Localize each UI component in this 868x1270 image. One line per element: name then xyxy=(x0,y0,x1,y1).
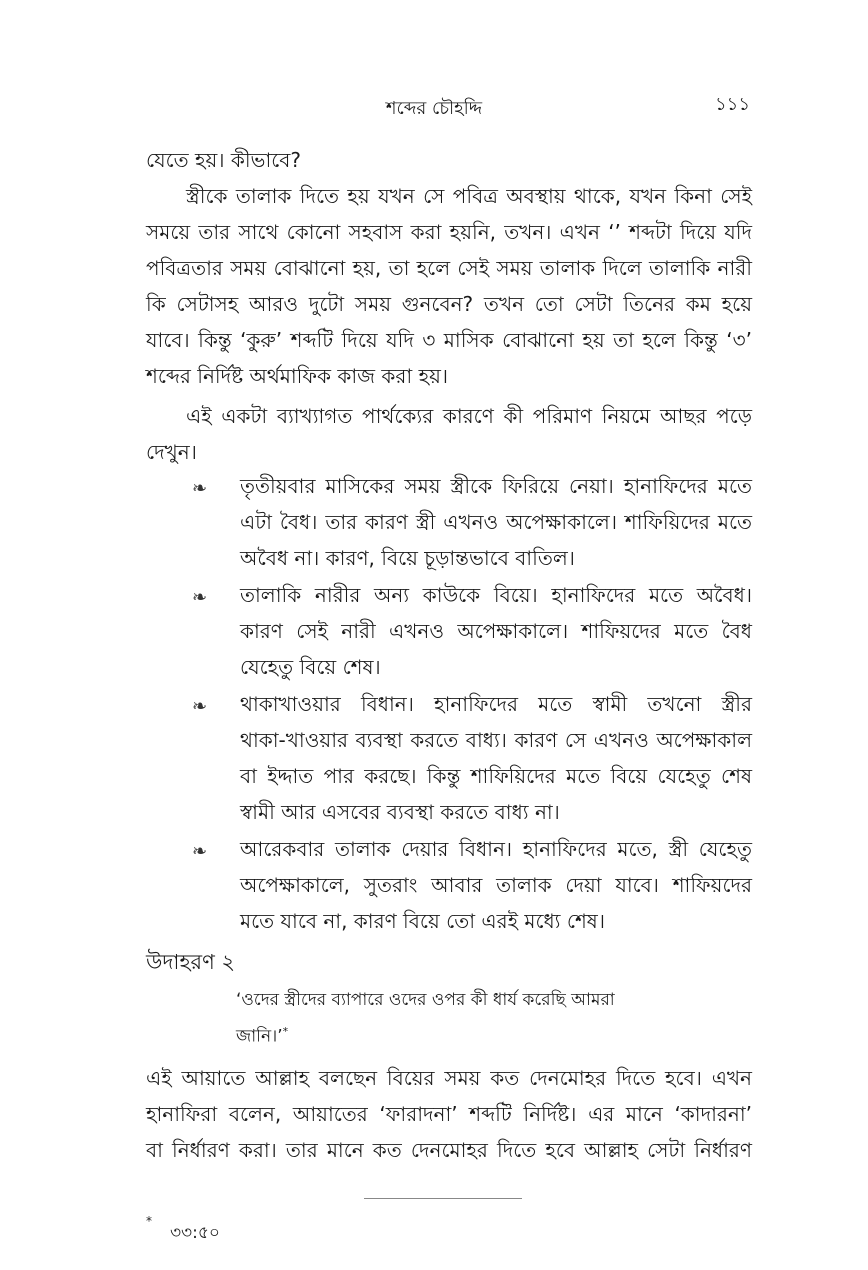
bullet-line: এটা বৈধ। তার কারণ স্ত্রী এখনও অপেক্ষাকালে। শাফিয়িদের মতে xyxy=(240,510,752,534)
footnote-ref[interactable]: * xyxy=(282,1025,289,1038)
quote-line xyxy=(236,1017,288,1052)
bullet-line: তালাকি নারীর অন্য কাউকে বিয়ে। হানাফিদের মতে অবৈধ। xyxy=(240,583,752,607)
bullet-line: অপেক্ষাকালে, সুতরাং আবার তালাক দেয়া যাবে। শাফিয়দের xyxy=(240,873,752,897)
fleuron-bullet-icon: ❧ xyxy=(192,478,208,499)
quote-line: ‘ওদের স্ত্রীদের ব্যাপারে ওদের ওপর কী ধার্য করেছি আমরা xyxy=(236,990,615,1010)
bullet-line: আরেকবার তালাক দেয়ার বিধান। হানাফিদের মতে, স্ত্রী যেহেতু xyxy=(240,837,752,861)
bullet-line: মতে যাবে না, কারণ বিয়ে তো এরই মধ্যে শেষ। xyxy=(240,909,605,933)
body-line: বা নির্ধারণ করা। তার মানে কত দেনমোহর দিতে হবে আল্লাহ সেটা নির্ধারণ xyxy=(146,1138,752,1162)
body-line: পবিত্রতার সময় বোঝানো হয়, তা হলে সেই সময় তালাক দিলে তালাকি নারী xyxy=(146,256,752,280)
bullet-line: তৃতীয়বার মাসিকের সময় স্ত্রীকে ফিরিয়ে নেয়া। হানাফিদের মতে xyxy=(240,474,752,498)
bullet-line: যেহেতু বিয়ে শেষ। xyxy=(240,655,381,679)
body-line: কি সেটাসহ আরও দুটো সময় গুনবেন? তখন তো সেটা তিনের কম হয়ে xyxy=(146,292,752,316)
footnote-text: ৩৩:৫০ xyxy=(170,1223,220,1243)
fleuron-bullet-icon: ❧ xyxy=(192,696,208,717)
bullet-line: স্বামী আর এসবের ব্যবস্থা করতে বাধ্য না। xyxy=(240,800,560,824)
body-line: স্ত্রীকে তালাক দিতে হয় যখন সে পবিত্র অবস্থায় থাকে, যখন কিনা সেই xyxy=(186,184,752,208)
body-line: এই আয়াতে আল্লাহ বলছেন বিয়ের সময় কত দেনমোহর দিতে হবে। এখন xyxy=(146,1066,752,1090)
bullet-line: থাকা-খাওয়ার ব্যবস্থা করতে বাধ্য। কারণ সে এখনও অপেক্ষাকাল xyxy=(240,728,752,752)
fleuron-bullet-icon: ❧ xyxy=(192,841,208,862)
section-heading: উদাহরণ ২ xyxy=(146,950,236,974)
footnote-mark: * xyxy=(146,1214,152,1228)
body-line: যেতে হয়। কীভাবে? xyxy=(146,148,302,172)
body-line: এই একটা ব্যাখ্যাগত পার্থক্যের কারণে কী পরিমাণ নিয়মে আছর পড়ে xyxy=(186,404,752,428)
footnote-divider xyxy=(364,1198,522,1199)
quote-line-text: জানি।’ xyxy=(236,1026,283,1047)
bullet-line: থাকাখাওয়ার বিধান। হানাফিদের মতে স্বামী তখনো স্ত্রীর xyxy=(240,692,752,716)
bullet-line: অবৈধ না। কারণ, বিয়ে চূড়ান্তভাবে বাতিল। xyxy=(240,546,575,570)
body-line: সময়ে তার সাথে কোনো সহবাস করা হয়নি, তখন। এখন ‘’ শব্দটা দিয়ে যদি xyxy=(146,220,752,244)
body-line: দেখুন। xyxy=(146,440,197,464)
bullet-line: বা ইদ্দাত পার করছে। কিন্তু শাফিয়িদের মতে বিয়ে যেহেতু শেষ xyxy=(240,764,752,788)
page-number: ১১১ xyxy=(714,94,750,115)
body-line: শব্দের নির্দিষ্ট অর্থমাফিক কাজ করা হয়। xyxy=(146,364,449,388)
bullet-line: কারণ সেই নারী এখনও অপেক্ষাকালে। শাফিয়দের মতে বৈধ xyxy=(240,619,752,643)
fleuron-bullet-icon: ❧ xyxy=(192,587,208,608)
body-line: যাবে। কিন্তু ‘কুরু’ শব্দটি দিয়ে যদি ৩ মাসিক বোঝানো হয় তা হলে কিন্তু ‘৩’ xyxy=(146,328,752,352)
body-line: হানাফিরা বলেন, আয়াতের ‘ফারাদনা’ শব্দটি নির্দিষ্ট। এর মানে ‘কাদারনা’ xyxy=(146,1102,752,1126)
running-header: শব্দের চৌহদ্দি xyxy=(385,98,483,119)
